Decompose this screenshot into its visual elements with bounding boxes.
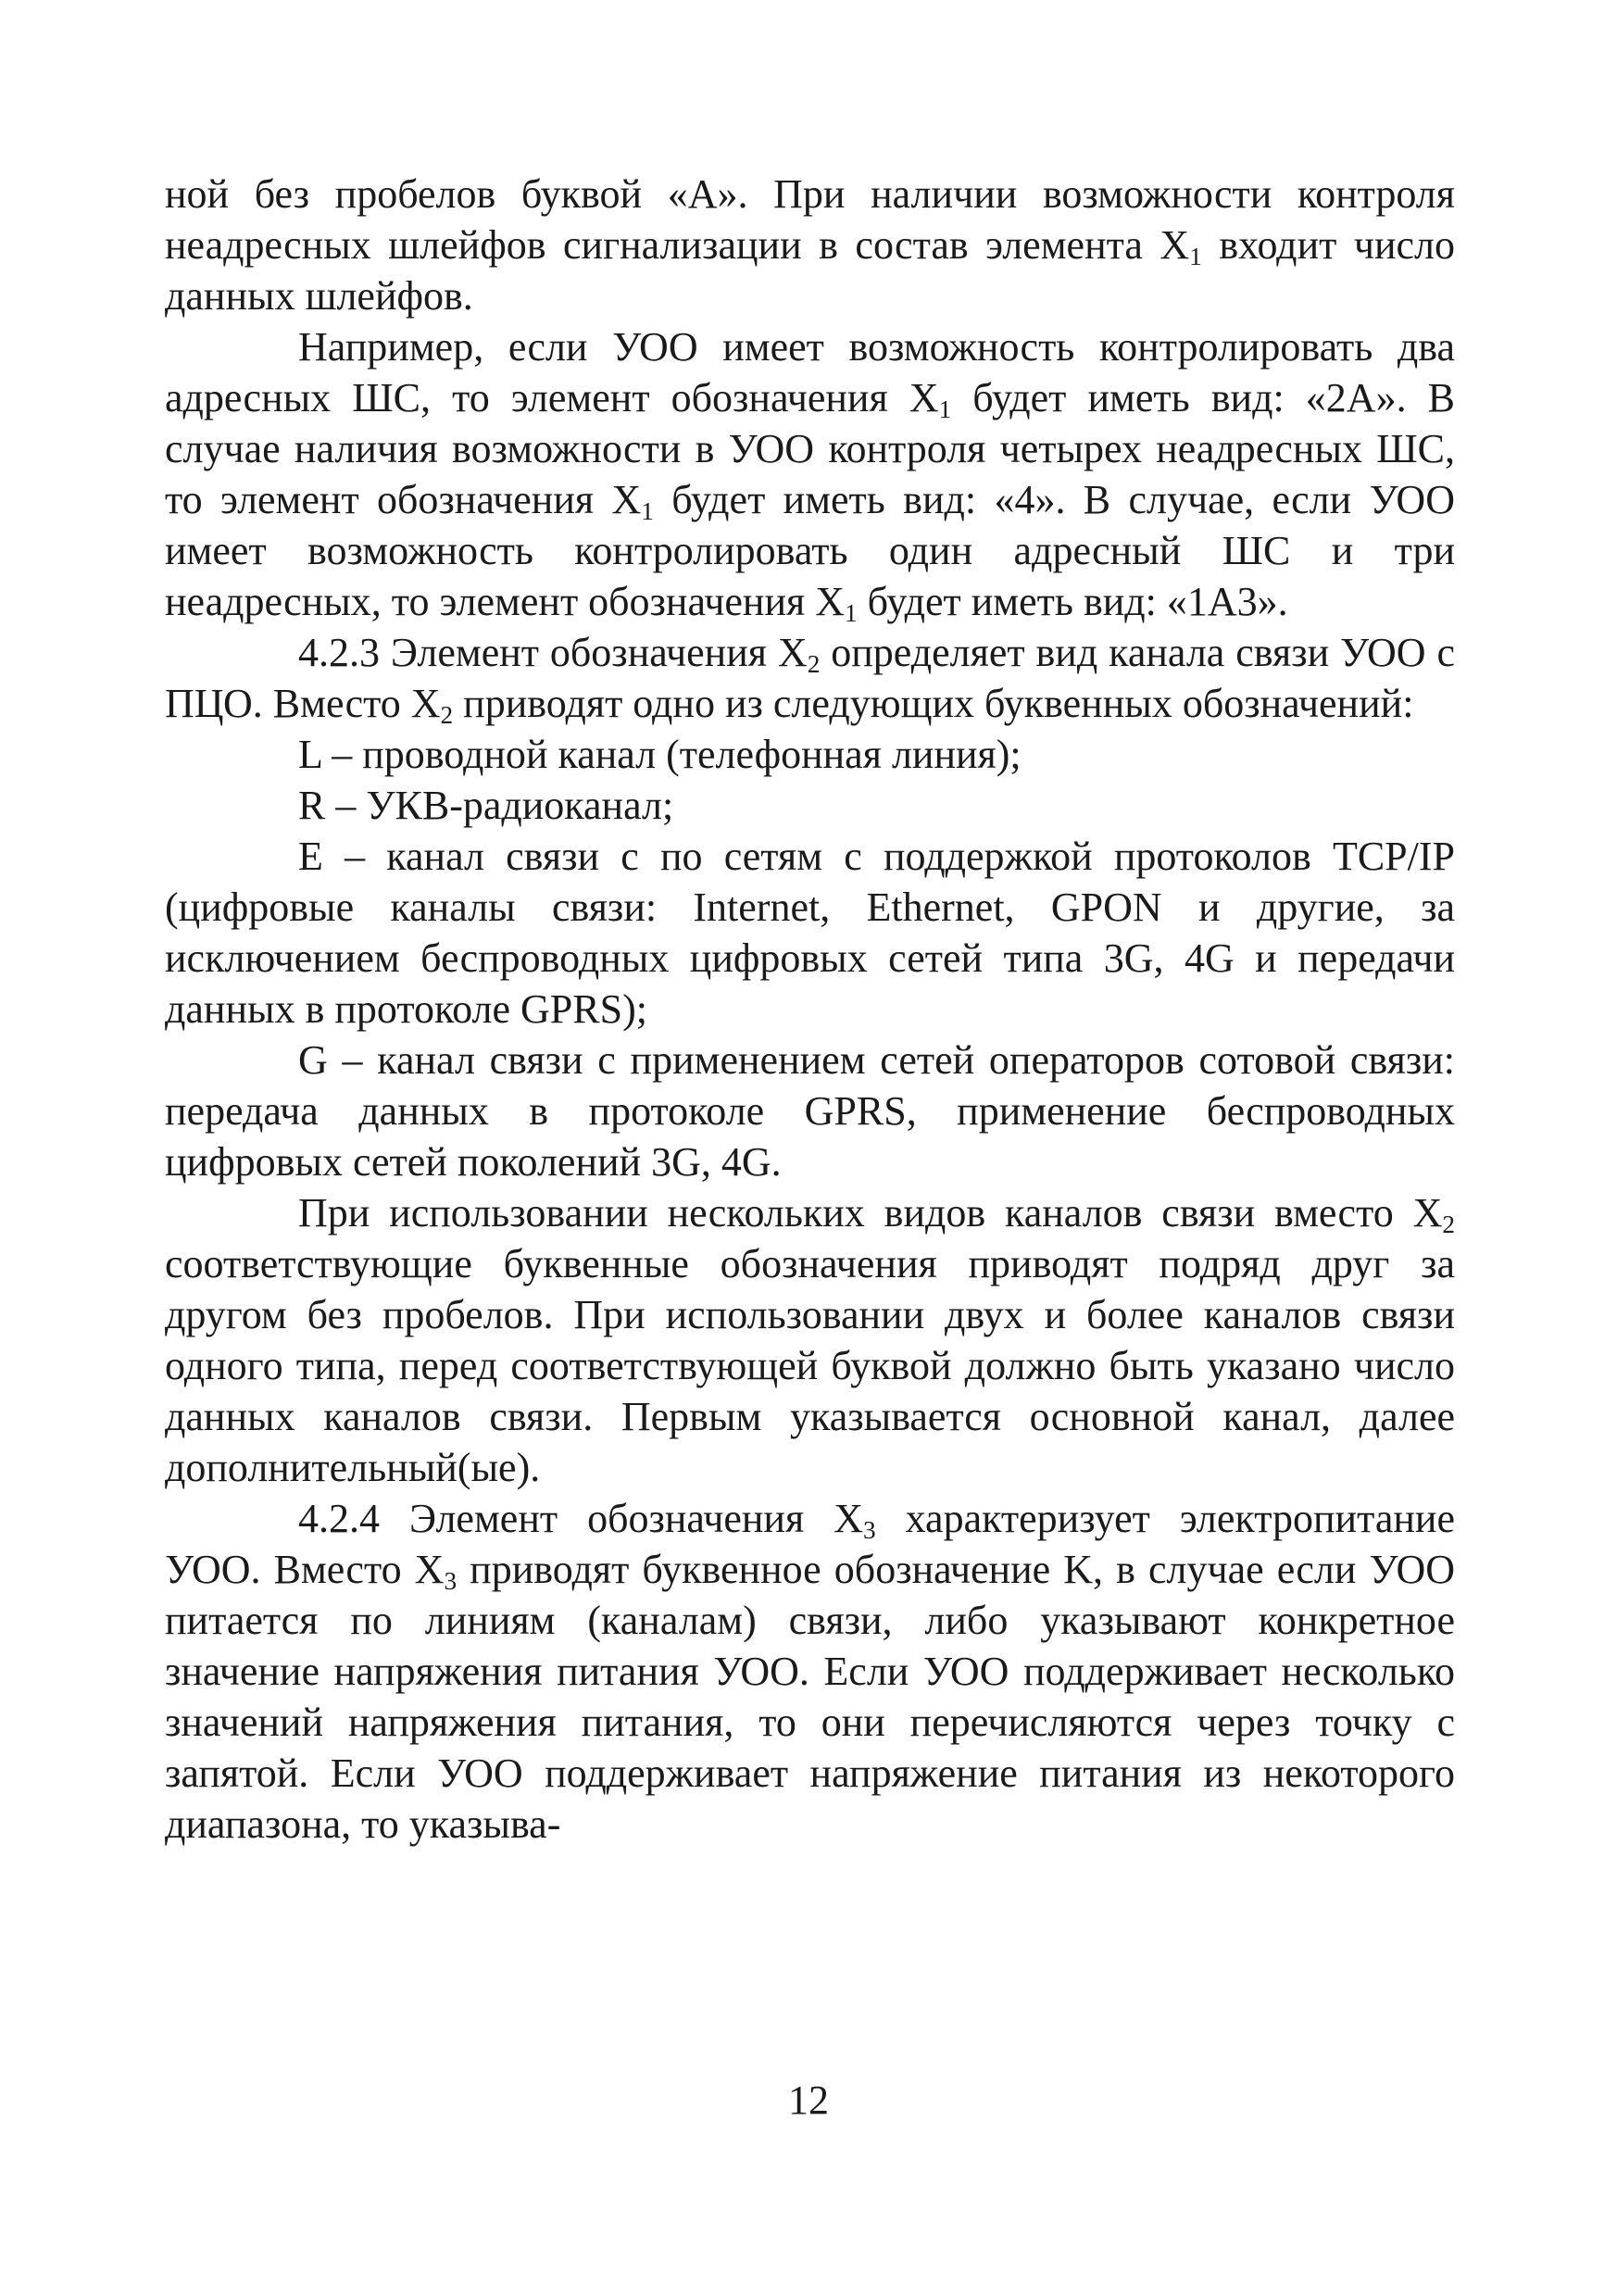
subscript: 1: [845, 598, 858, 627]
text-run: характеризует электропитание УОО. Вместо X: [165, 1496, 1455, 1592]
text-run: При использовании нескольких видов каналов связи вместо X: [298, 1190, 1443, 1236]
body-text: [165, 169, 1455, 1850]
text-run: приводят буквенное обозначение K, в случае если УОО питается по линиям (каналам) связи, либо указывают конкретное значение напряжения питания УОО. Если УОО поддерживает несколько значений напряжения питания, то они перечисляются через точку с запятой. Если УОО поддерживает напряжение питания из некоторого диапазона, то указыва-: [165, 1547, 1455, 1847]
text-run: будет иметь вид: «2А». В случае наличия возможности в УОО контроля четырех неадресных ШС, то элемент обозначения X: [165, 375, 1456, 522]
text-run: ной без пробелов буквой «А». При наличии возможности контроля неадресных шлейфов сигнализации в состав элемента X: [165, 171, 1455, 268]
paragraph-multiple-channels: [165, 1187, 1455, 1493]
subscript: 2: [807, 649, 821, 678]
subscript: 1: [1189, 242, 1202, 270]
text-run: входит число данных шлейфов.: [165, 222, 1455, 319]
list-item-e: E – канал связи с по сетям с поддержкой протоколов TCP/IP (цифровые каналы связи: Internet, Ethernet, GPON и другие, за исключением беспроводных цифровых сетей типа 3G, 4G и передачи данных в протоколе GPRS);: [165, 834, 1455, 1032]
text-run: приводят одно из следующих буквенных обозначений:: [453, 681, 1414, 726]
text-run: соответствующие буквенные обозначения приводят подряд друг за другом без пробелов. При использовании двух и более каналов связи одного типа, перед соответствующей буквой должно быть указано число данных каналов связи. Первым указывается основной канал, далее дополнительный(ые).: [165, 1241, 1455, 1490]
text-run: будет иметь вид: «4». В случае, если УОО имеет возможность контролировать один адресный ШС и три неадресных, то элемент обозначения X: [165, 477, 1455, 624]
subscript: 2: [440, 700, 454, 729]
subscript: 1: [641, 496, 654, 525]
subscript: 1: [938, 395, 952, 423]
paragraph-4-2-3: [165, 627, 1455, 729]
list-item-l: L – проводной канал (телефонная линия);: [298, 732, 1022, 777]
text-run: 4.2.4 Элемент обозначения X: [298, 1496, 863, 1541]
page-number: 12: [788, 2077, 829, 2123]
paragraph-4-2-4: [165, 1493, 1455, 1850]
paragraph-continuation: [165, 169, 1455, 321]
paragraph-example: [165, 321, 1455, 627]
list-item-g: G – канал связи с применением сетей операторов сотовой связи: передача данных в протоколе GPRS, применение беспроводных цифровых сетей поколений 3G, 4G.: [165, 1037, 1455, 1185]
text-run: Например, если УОО имеет возможность контролировать два адресных ШС, то элемент обозначения X: [165, 324, 1455, 420]
list-item-r: R – УКВ-радиоканал;: [298, 783, 674, 828]
subscript: 2: [1442, 1210, 1455, 1238]
text-run: определяет вид канала связи УОО с ПЦО. Вместо X: [165, 630, 1455, 726]
text-run: 4.2.3 Элемент обозначения X: [298, 630, 808, 675]
text-run: будет иметь вид: «1А3».: [857, 579, 1288, 624]
subscript: 3: [862, 1515, 876, 1544]
subscript: 3: [444, 1566, 458, 1595]
